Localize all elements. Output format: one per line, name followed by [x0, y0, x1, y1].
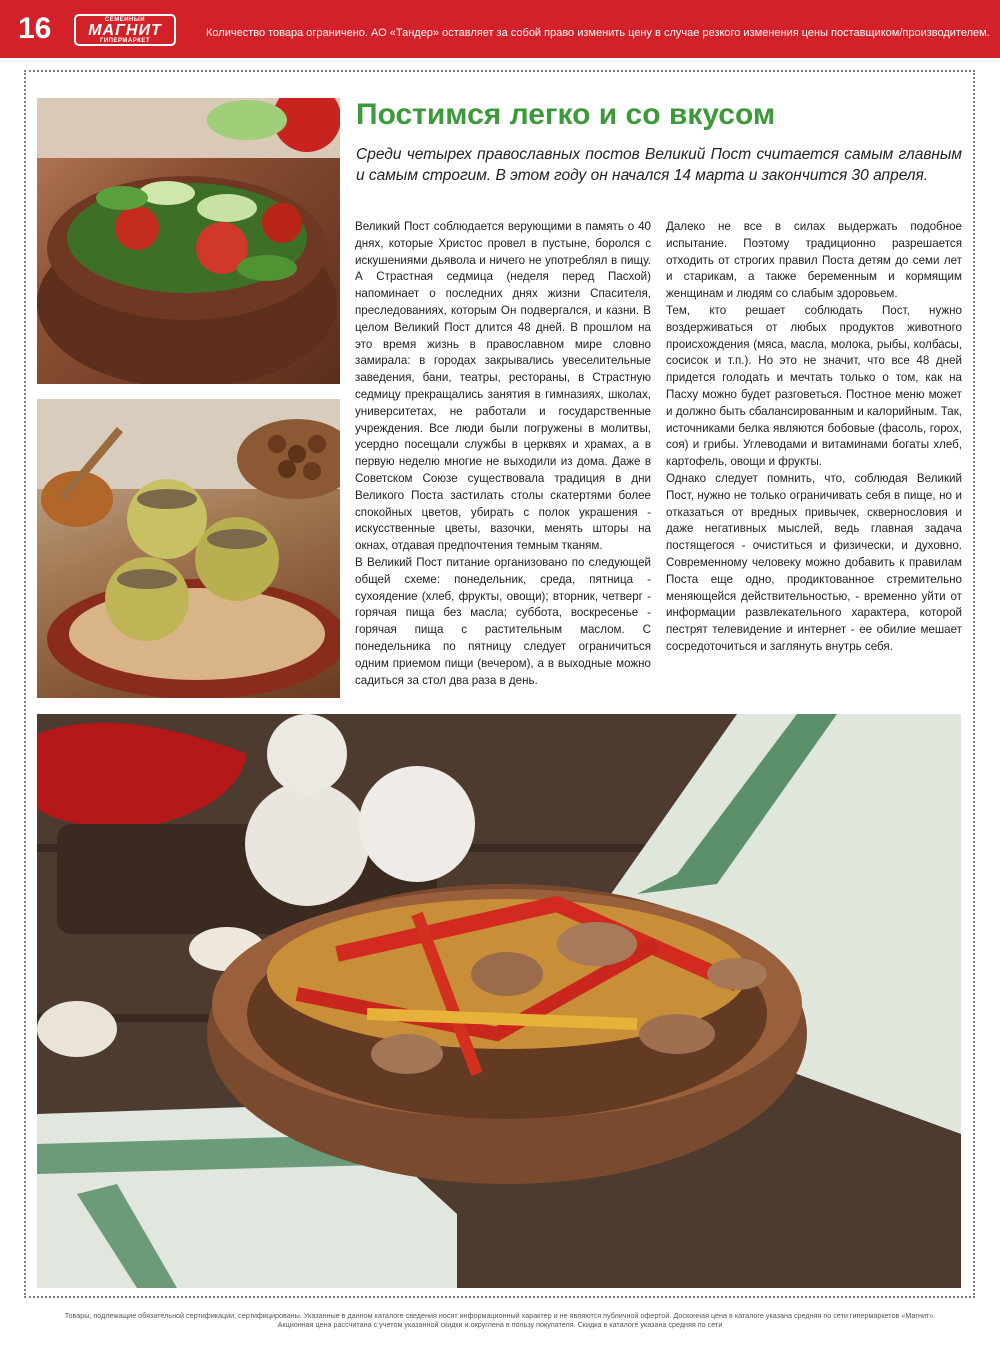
page-number: 16 [18, 12, 52, 45]
footer-line-1: Товары, подлежащие обязательной сертификации, сертифицированы. Указанные в данном каталоге сведения носят информационный характер и не являются публичной офертой. Досконная цена в каталоге указана средняя по сети гипермаркетов «Магнит». [64, 1311, 936, 1320]
article-lead: Среди четырех православных постов Великий Пост считается самым главным и самым строгим. В этом году он начался 14 марта и закончится 30 апреля. [356, 146, 962, 184]
magnit-logo[interactable] [74, 14, 176, 46]
footer-disclaimer [60, 1311, 940, 1329]
logo-line-2: МАГНИТ [88, 22, 162, 39]
salad-photo [37, 98, 340, 384]
stuffed-apples-photo [37, 399, 340, 698]
paragraph: Далеко не все в силах выдержать подобное испытание. Поэтому традиционно разрешается отходить от строгих правил Поста детям до семи лет и старикам, а также беременным и кормящим женщинам и людям со слабым здоровьем. [666, 220, 962, 301]
text-column-1 [355, 219, 651, 689]
mushroom-pepper-photo [37, 714, 961, 1288]
text-column-2 [666, 219, 962, 656]
footer-line-2: Акционная цена рассчитана с учетом указанной скидки и округлена в пользу покупателя. Скидка в каталоге указана средняя по сети [277, 1320, 723, 1329]
paragraph: Тем, кто решает соблюдать Пост, нужно воздерживаться от любых продуктов животного происхождения (мяса, масла, молока, рыбы, колбасы, сосисок и т.п.). Но это не значит, что все 48 дней придется голодать и мечтать только о том, как на Пасху можно будет разговеться. Постное меню может и должно быть сбалансированным и калорийным. Так, источниками белка являются бобовые (фасоль, горох, соя) и грибы. Углеводами и витаминами богаты хлеб, картофель, овощи и фрукты. [666, 303, 962, 469]
paragraph: Однако следует помнить, что, соблюдая Великий Пост, нужно не только ограничивать себя в пище, но и отказаться от вредных привычек, сквернословия и даже негативных мыслей, ведь главная задача постящегося - очиститься и физически, и духовно. Современному человеку можно добавить к правилам Поста еще одно, продиктованное стремительно меняющейся действительностью, - временно уйти от информации развлекательного характера, которой пестрят телевидение и интернет - ее обилие мешает сосредоточиться и заглянуть внутрь себя. [666, 471, 962, 653]
paragraph: В Великий Пост питание организовано по следующей общей схеме: понедельник, среда, пятница - сухоядение (хлеб, фрукты, овощи); вторник, четверг - горячая пища без масла; суббота, воскресенье - горячая пища с растительным маслом. С понедельника по пятницу следует ограничиться одним приемом пищи (вечером), а в выходные можно садиться за стол два раза в день. [355, 555, 651, 687]
paragraph: Великий Пост соблюдается верующими в память о 40 днях, которые Христос провел в пустыне, боролся с искушениями дьявола и ничего не употреблял в пищу. А Страстная седмица (неделя перед Пасхой) напоминает о последних днях жизни Спасителя, преследованиях, которым Он подвергался, и казни. В целом Великий Пост длится 48 дней. В прошлом на это время жизнь в православном мире словно замирала: в городах закрывались увеселительные заведения, бани, театры, рестораны, в Страстную седмицу прекращались занятия в гимназиях, школах, университетах, не работали и государственные учреждения. Все люди были погружены в молитвы, усердно посещали службы в церквях и храмах, а в первую неделю многие не выходили из дома. Даже в Советском Союзе существовала традиция в дни Великого Поста застилать столы скатертями более спокойных цветов, убирать с полок украшения - искусственные цветы, вазочки, менять шторы на окнах, отдавая предпочтения темным тканям. [355, 220, 651, 553]
logo-line-3: ГИПЕРМАРКЕТ [99, 38, 151, 44]
logo-line-1: СЕМЕЙНЫЙ [104, 17, 146, 23]
header-notice: Количество товара ограничено. АО «Тандер» оставляет за собой право изменить цену в случае резкого изменения цены поставщиком/производителем. [206, 27, 990, 39]
header-bar [0, 0, 1000, 58]
article-title: Постимся легко и со вкусом [356, 98, 776, 131]
